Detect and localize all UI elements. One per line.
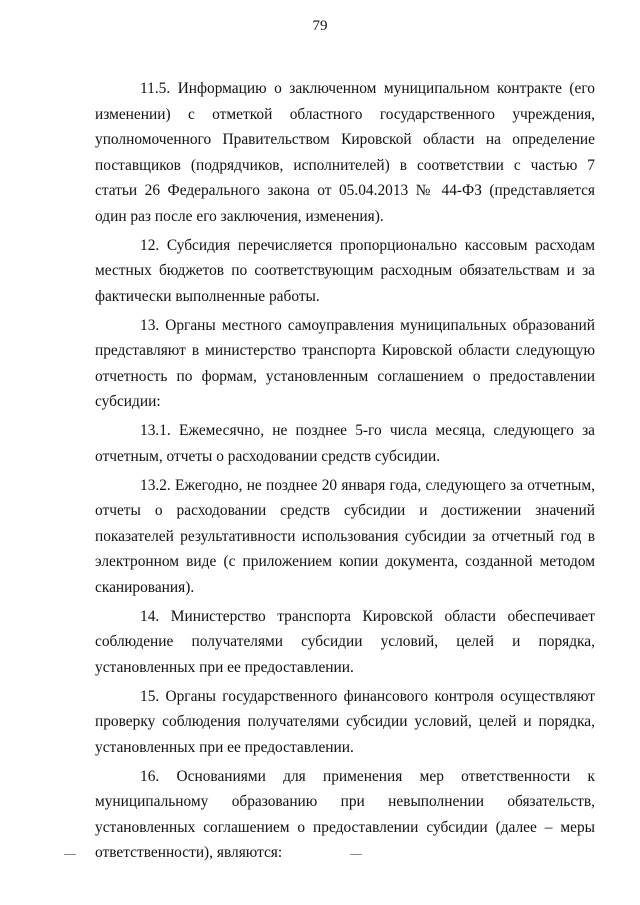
page-number: 79 bbox=[312, 18, 328, 34]
paragraph-13-1: 13.1. Ежемесячно, не позднее 5-го числа месяца, следующего за отчетным, отчеты о расходовании средств субсидии. bbox=[95, 422, 595, 465]
paragraph-16: 16. Основаниями для применения мер ответственности к муниципальному образованию при невыполнении обязательств, установленных соглашением о предоставлении субсидии (далее – меры ответственности), являются: bbox=[95, 767, 595, 861]
document-body bbox=[95, 76, 595, 869]
scan-mark-left bbox=[64, 854, 76, 855]
scan-mark-right bbox=[350, 854, 362, 855]
paragraph-14: 14. Министерство транспорта Кировской области обеспечивает соблюдение получателями субсидии условий, целей и порядка, установленных при ее предоставлении. bbox=[95, 607, 595, 676]
paragraph-15: 15. Органы государственного финансового контроля осуществляют проверку соблюдения получателями субсидии условий, целей и порядка, установленных при ее предоставлении. bbox=[95, 687, 595, 756]
paragraph-13-2: 13.2. Ежегодно, не позднее 20 января года, следующего за отчетным, отчеты о расходовании средств субсидии и достижении значений показателей результативности использования субсидии за отчетный год в электронном виде (с приложением копии документа, созданной методом сканирования). bbox=[95, 476, 595, 596]
paragraph-13: 13. Органы местного самоуправления муниципальных образований представляют в министерство транспорта Кировской области следующую отчетность по формам, установленным соглашением о предоставлении субсидии: bbox=[95, 316, 595, 410]
paragraph-11-5: 11.5. Информацию о заключенном муниципальном контракте (его изменении) с отметкой областного государственного учреждения, уполномоченного Правительством Кировской области на определение поставщиков (подрядчиков, исполнителей) в соответствии с частью 7 статьи 26 Федерального закона от 05.04.2013 № 44-ФЗ (представляется один раз после его заключения, изменения). bbox=[95, 80, 595, 225]
paragraph-12: 12. Субсидия перечисляется пропорционально кассовым расходам местных бюджетов по соответствующим расходным обязательствам и за фактически выполненные работы. bbox=[95, 236, 595, 305]
